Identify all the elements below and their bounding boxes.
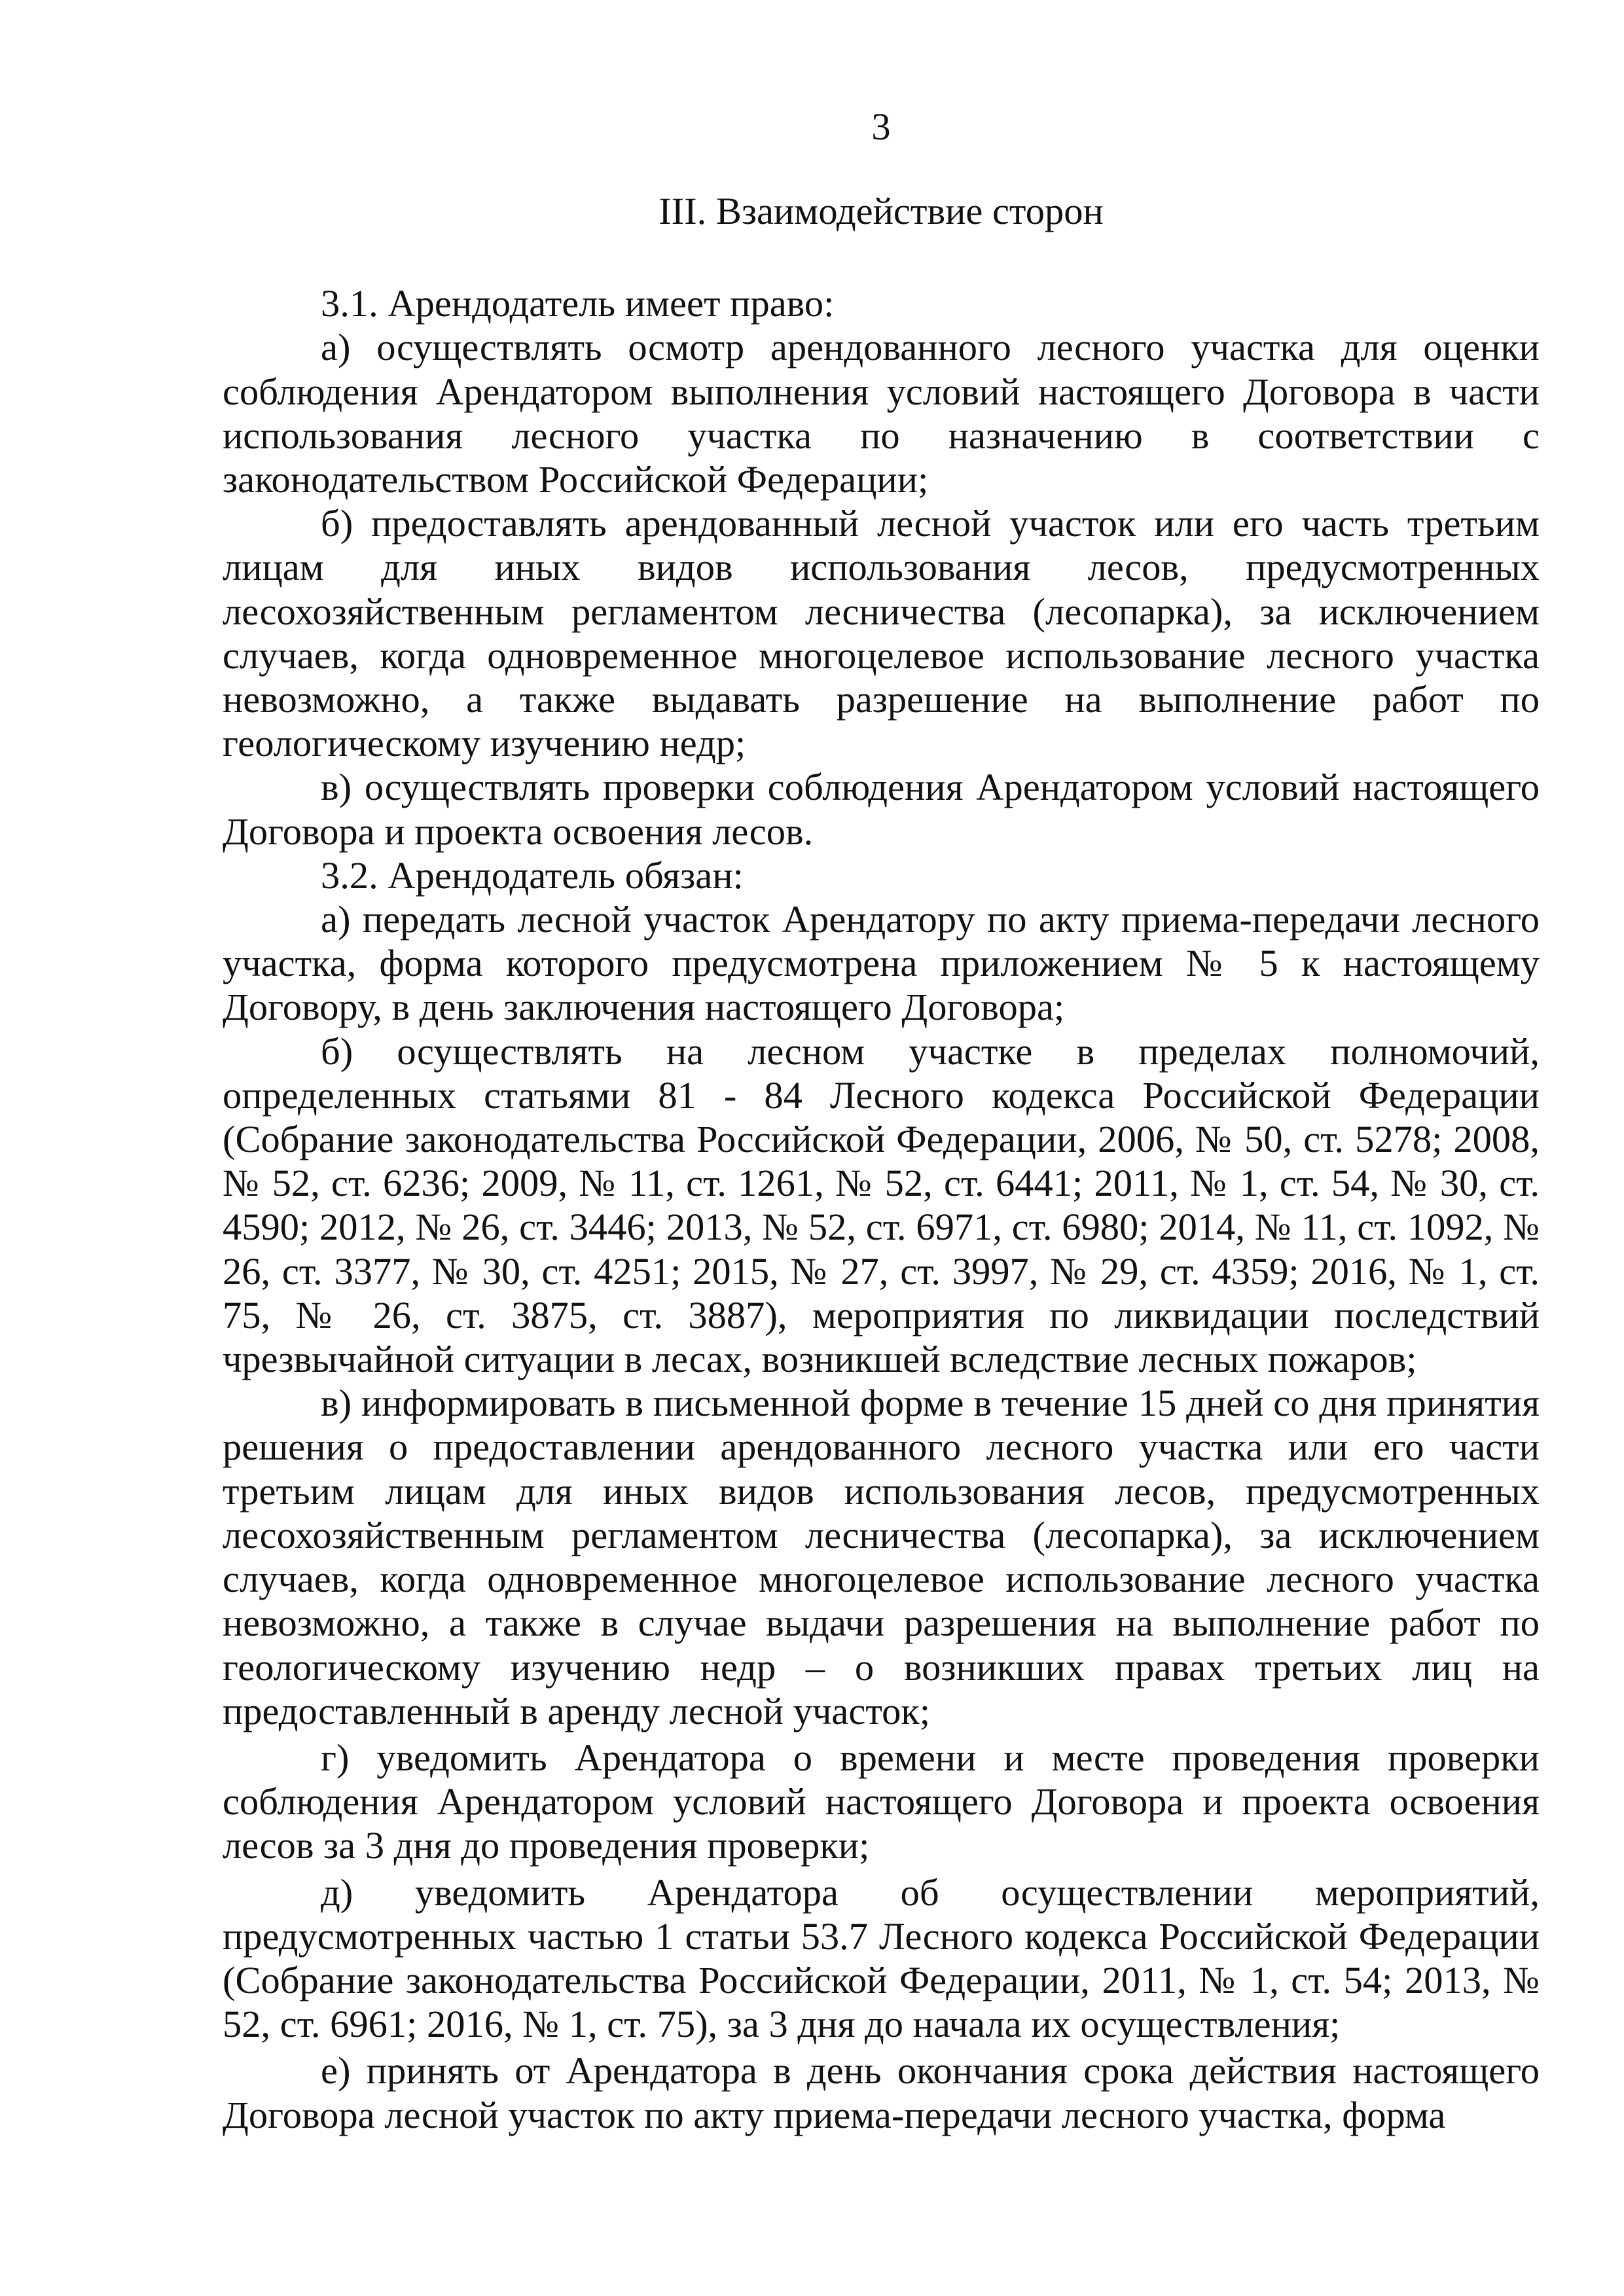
paragraph-3-1: 3.1. Арендодатель имеет право: bbox=[321, 282, 835, 325]
paragraph-3-1-a: а) осуществлять осмотр арендованного лесного участка для оценки соблюдения Арендатором выполнения условий настоящего Договора в части использования лесного участка по назначению в соответствии с законодательством Российской Федерации; bbox=[223, 326, 1540, 501]
paragraph-3-2-a: а) передать лесной участок Арендатору по акту приема-передачи лесного участка, форма которого предусмотрена приложением № 5 к настоящему Договору, в день заключения настоящего Договора; bbox=[223, 898, 1540, 1029]
paragraph-3-2-d: д) уведомить Арендатора об осуществлении мероприятий, предусмотренных частью 1 статьи 53.7 Лесного кодекса Российской Федерации (Собрание законодательства Российской Федерации, 2011, № 1, ст. 54; 2013, № 52, ст. 6961; 2016, № 1, ст. 75), за 3 дня до начала их осуществления; bbox=[223, 1871, 1540, 2046]
paragraph-3-1-v: в) осуществлять проверки соблюдения Арендатором условий настоящего Договора и проекта освоения лесов. bbox=[223, 766, 1540, 853]
section-heading: III. Взаимодействие сторон bbox=[659, 190, 1104, 232]
document-page bbox=[223, 105, 1540, 2137]
paragraph-3-2-e: е) принять от Арендатора в день окончания срока действия настоящего Договора лесной участок по акту приема-передачи лесного участка, форма bbox=[223, 2049, 1540, 2136]
page-number: 3 bbox=[871, 105, 891, 148]
paragraph-3-2-g: г) уведомить Арендатора о времени и месте проведения проверки соблюдения Арендатором условий настоящего Договора и проекта освоения лесов за 3 дня до проведения проверки; bbox=[223, 1736, 1540, 1867]
paragraph-3-2-v: в) информировать в письменной форме в течение 15 дней со дня принятия решения о предоставлении арендованного лесного участка или его части третьим лицам для иных видов использования лесов, предусмотренных лесохозяйственным регламентом лесничества (лесопарка), за исключением случаев, когда одновременное многоцелевое использование лесного участка невозможно, а также в случае выдачи разрешения на выполнение работ по геологическому изучению недр – о возникших правах третьих лиц на предоставленный в аренду лесной участок; bbox=[223, 1382, 1540, 1732]
paragraph-3-1-b: б) предоставлять арендованный лесной участок или его часть третьим лицам для иных видов использования лесов, предусмотренных лесохозяйственным регламентом лесничества (лесопарка), за исключением случаев, когда одновременное многоцелевое использование лесного участка невозможно, а также выдавать разрешение на выполнение работ по геологическому изучению недр; bbox=[223, 502, 1540, 765]
paragraph-3-2-b: б) осуществлять на лесном участке в пределах полномочий, определенных статьями 81 - 84 Лесного кодекса Российской Федерации (Собрание законодательства Российской Федерации, 2006, № 50, ст. 5278; 2008, № 52, ст. 6236; 2009, № 11, ст. 1261, № 52, ст. 6441; 2011, № 1, ст. 54, № 30, ст. 4590; 2012, № 26, ст. 3446; 2013, № 52, ст. 6971, ст. 6980; 2014, № 11, ст. 1092, № 26, ст. 3377, № 30, ст. 4251; 2015, № 27, ст. 3997, № 29, ст. 4359; 2016, № 1, ст. 75, № 26, ст. 3875, ст. 3887), мероприятия по ликвидации последствий чрезвычайной ситуации в лесах, возникшей вследствие лесных пожаров; bbox=[223, 1030, 1540, 1381]
paragraph-3-2: 3.2. Арендодатель обязан: bbox=[321, 853, 744, 897]
